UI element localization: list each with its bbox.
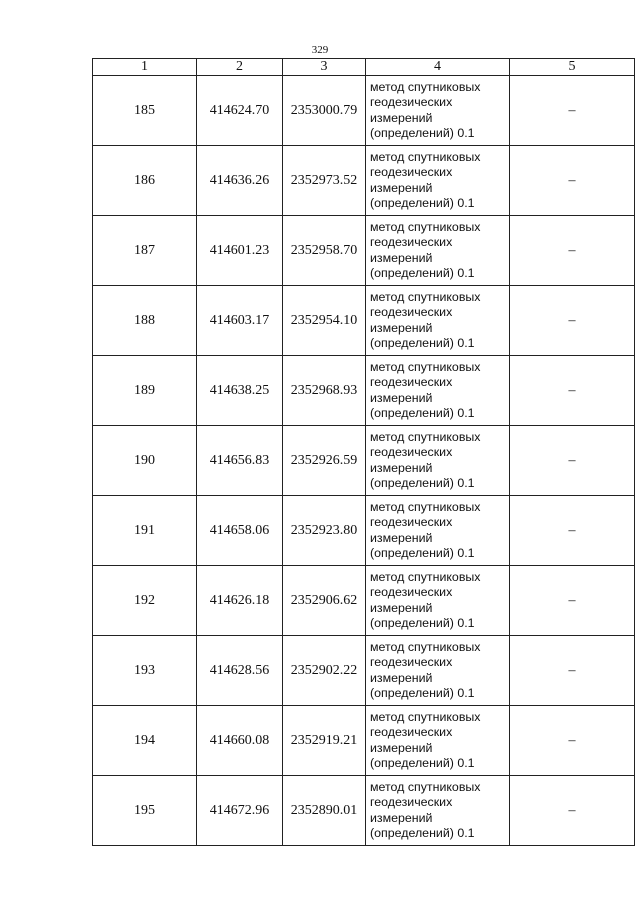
table-header-row — [93, 59, 635, 76]
note-cell: – — [510, 566, 635, 636]
method-text-line: измерений — [370, 250, 433, 265]
x-coordinate-cell: 414603.17 — [197, 286, 283, 356]
y-coordinate-cell: 2352958.70 — [283, 216, 366, 286]
method-text-line: (определений) 0.1 — [370, 405, 475, 420]
note-cell: – — [510, 146, 635, 216]
method-text-line: (определений) 0.1 — [370, 825, 475, 840]
y-coordinate-cell: 2352906.62 — [283, 566, 366, 636]
note-cell: – — [510, 356, 635, 426]
column-header-point-number: 1 — [93, 59, 197, 76]
method-cell — [366, 146, 510, 216]
point-number-cell: 187 — [93, 216, 197, 286]
method-text-line: (определений) 0.1 — [370, 125, 475, 140]
x-coordinate-cell: 414660.08 — [197, 706, 283, 776]
method-cell — [366, 216, 510, 286]
x-coordinate-cell: 414628.56 — [197, 636, 283, 706]
y-coordinate-cell: 2352954.10 — [283, 286, 366, 356]
method-cell — [366, 566, 510, 636]
note-cell: – — [510, 76, 635, 146]
method-text-line: геодезических — [370, 375, 453, 390]
method-cell — [366, 636, 510, 706]
table-row — [93, 636, 635, 706]
y-coordinate-cell: 2353000.79 — [283, 76, 366, 146]
coordinates-table — [92, 58, 635, 846]
point-number-cell: 186 — [93, 146, 197, 216]
note-cell: – — [510, 636, 635, 706]
method-text-line: измерений — [370, 460, 433, 475]
point-number-cell: 193 — [93, 636, 197, 706]
method-text-line: метод спутниковых — [370, 430, 481, 445]
method-cell — [366, 706, 510, 776]
table-row — [93, 356, 635, 426]
point-number-cell: 194 — [93, 706, 197, 776]
point-number-cell: 188 — [93, 286, 197, 356]
method-text-line: метод спутниковых — [370, 290, 481, 305]
column-header-y-coordinate: 3 — [283, 59, 366, 76]
table-row — [93, 706, 635, 776]
y-coordinate-cell: 2352902.22 — [283, 636, 366, 706]
x-coordinate-cell: 414638.25 — [197, 356, 283, 426]
method-text-line: метод спутниковых — [370, 640, 481, 655]
x-coordinate-cell: 414636.26 — [197, 146, 283, 216]
note-cell: – — [510, 216, 635, 286]
note-cell: – — [510, 776, 635, 846]
method-text-line: метод спутниковых — [370, 570, 481, 585]
method-text-line: (определений) 0.1 — [370, 615, 475, 630]
y-coordinate-cell: 2352973.52 — [283, 146, 366, 216]
method-text-line: геодезических — [370, 95, 453, 110]
method-cell — [366, 496, 510, 566]
method-text-line: метод спутниковых — [370, 360, 481, 375]
method-text-line: измерений — [370, 110, 433, 125]
method-text-line: измерений — [370, 320, 433, 335]
y-coordinate-cell: 2352890.01 — [283, 776, 366, 846]
method-text-line: (определений) 0.1 — [370, 685, 475, 700]
method-text-line: геодезических — [370, 165, 453, 180]
point-number-cell: 190 — [93, 426, 197, 496]
method-text-line: измерений — [370, 670, 433, 685]
table-row — [93, 76, 635, 146]
method-text-line: измерений — [370, 740, 433, 755]
method-text-line: (определений) 0.1 — [370, 545, 475, 560]
method-text-line: измерений — [370, 600, 433, 615]
table-row — [93, 286, 635, 356]
column-header-method: 4 — [366, 59, 510, 76]
table-row — [93, 496, 635, 566]
method-text-line: (определений) 0.1 — [370, 195, 475, 210]
method-text-line: геодезических — [370, 515, 453, 530]
method-text-line: измерений — [370, 390, 433, 405]
x-coordinate-cell: 414672.96 — [197, 776, 283, 846]
column-header-note: 5 — [510, 59, 635, 76]
page-number: 329 — [311, 44, 329, 56]
method-cell — [366, 286, 510, 356]
method-text-line: метод спутниковых — [370, 780, 481, 795]
method-text-line: геодезических — [370, 445, 453, 460]
method-text-line: метод спутниковых — [370, 150, 481, 165]
method-text-line: измерений — [370, 180, 433, 195]
table-row — [93, 566, 635, 636]
y-coordinate-cell: 2352926.59 — [283, 426, 366, 496]
table-body — [93, 76, 635, 846]
method-text-line: геодезических — [370, 305, 453, 320]
note-cell: – — [510, 286, 635, 356]
method-text-line: геодезических — [370, 585, 453, 600]
y-coordinate-cell: 2352923.80 — [283, 496, 366, 566]
column-header-x-coordinate: 2 — [197, 59, 283, 76]
method-text-line: (определений) 0.1 — [370, 755, 475, 770]
point-number-cell: 189 — [93, 356, 197, 426]
point-number-cell: 185 — [93, 76, 197, 146]
method-text-line: метод спутниковых — [370, 220, 481, 235]
method-cell — [366, 776, 510, 846]
y-coordinate-cell: 2352968.93 — [283, 356, 366, 426]
table-row — [93, 776, 635, 846]
method-text-line: геодезических — [370, 235, 453, 250]
method-text-line: геодезических — [370, 655, 453, 670]
method-cell — [366, 356, 510, 426]
point-number-cell: 191 — [93, 496, 197, 566]
method-text-line: измерений — [370, 810, 433, 825]
x-coordinate-cell: 414656.83 — [197, 426, 283, 496]
method-text-line: геодезических — [370, 725, 453, 740]
x-coordinate-cell: 414624.70 — [197, 76, 283, 146]
note-cell: – — [510, 706, 635, 776]
method-text-line: метод спутниковых — [370, 80, 481, 95]
x-coordinate-cell: 414601.23 — [197, 216, 283, 286]
method-text-line: (определений) 0.1 — [370, 475, 475, 490]
note-cell: – — [510, 496, 635, 566]
method-text-line: метод спутниковых — [370, 500, 481, 515]
point-number-cell: 192 — [93, 566, 197, 636]
table-row — [93, 426, 635, 496]
table-row — [93, 216, 635, 286]
table-row — [93, 146, 635, 216]
method-text-line: измерений — [370, 530, 433, 545]
method-text-line: метод спутниковых — [370, 710, 481, 725]
method-cell — [366, 76, 510, 146]
x-coordinate-cell: 414658.06 — [197, 496, 283, 566]
method-text-line: (определений) 0.1 — [370, 335, 475, 350]
method-cell — [366, 426, 510, 496]
x-coordinate-cell: 414626.18 — [197, 566, 283, 636]
note-cell: – — [510, 426, 635, 496]
method-text-line: геодезических — [370, 795, 453, 810]
method-text-line: (определений) 0.1 — [370, 265, 475, 280]
y-coordinate-cell: 2352919.21 — [283, 706, 366, 776]
point-number-cell: 195 — [93, 776, 197, 846]
